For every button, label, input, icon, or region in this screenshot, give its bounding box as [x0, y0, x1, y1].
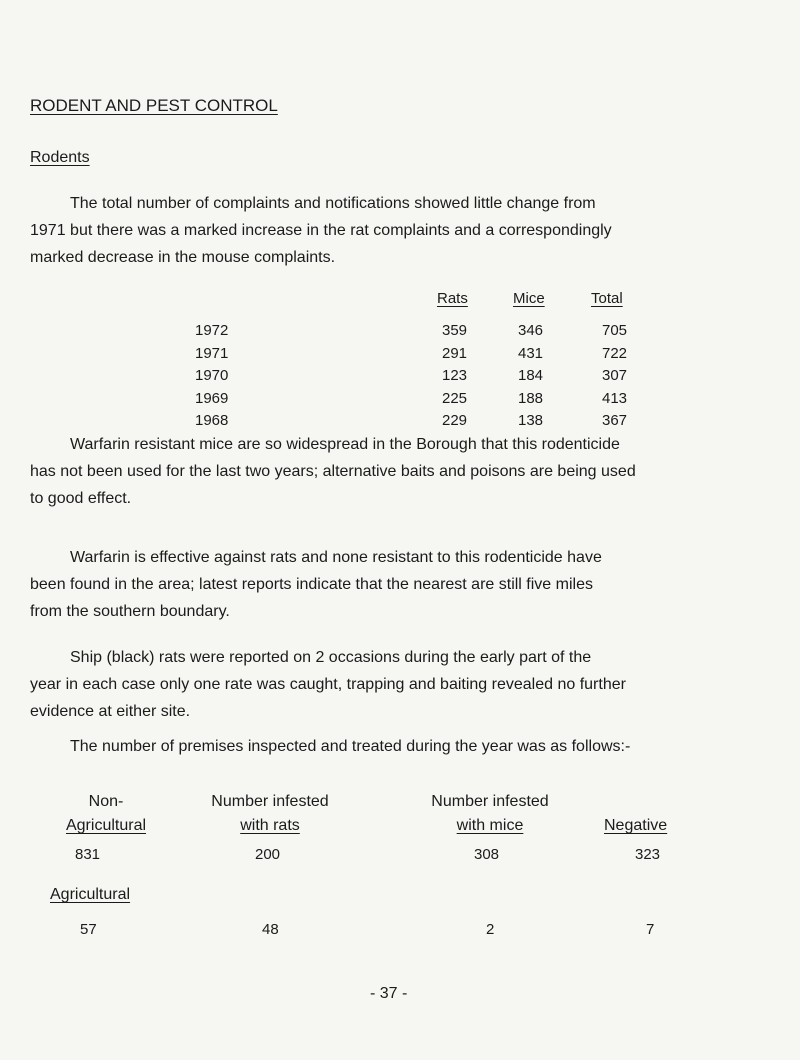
premises-paragraph: The number of premises inspected and treated during the year was as follows:-: [70, 738, 631, 755]
cell-agri-negative: 7: [646, 921, 655, 938]
cell-agri-total: 57: [80, 921, 97, 938]
paragraph-line: from the southern boundary.: [30, 603, 230, 620]
cell-non-agri-mice: 308: [474, 846, 500, 863]
intro-paragraph: [30, 190, 612, 271]
cell-agri-rats: 48: [262, 921, 279, 938]
header-mice: Mice: [513, 290, 545, 307]
table-cell-rats: 291: [442, 344, 468, 362]
cell-non-agri-negative: 323: [635, 846, 661, 863]
header-rats: Rats: [437, 290, 468, 307]
table-cell-total: 413: [602, 389, 628, 407]
subsection-heading: Rodents: [30, 149, 90, 166]
section-heading: RODENT AND PEST CONTROL: [30, 96, 278, 115]
table-cell-rats: 123: [442, 367, 468, 384]
paragraph-line: evidence at either site.: [30, 703, 191, 720]
cell-non-agri-rats: 200: [255, 846, 281, 863]
header-line: Number infested: [431, 793, 549, 810]
header-line: Agricultural: [65, 817, 147, 834]
header-line: Non-: [88, 793, 124, 810]
table-row-year: 1969: [195, 389, 229, 407]
cell-non-agri-total: 831: [75, 846, 101, 863]
header-infested-mice: [400, 790, 580, 838]
rats-column: [442, 320, 467, 433]
table-row-year: 1972: [195, 322, 229, 339]
intro-line: marked decrease in the mouse complaints.: [30, 249, 336, 266]
intro-line: 1971 but there was a marked increase in the rat complaints and a correspondingly: [30, 222, 612, 239]
table-cell-rats: 359: [442, 322, 468, 339]
header-infested-rats: [180, 790, 360, 838]
table-cell-mice: 184: [518, 367, 544, 384]
paragraph-line: been found in the area; latest reports indicate that the nearest are still five miles: [30, 576, 593, 593]
paragraph-line: year in each case only one rate was caught, trapping and baiting revealed no further: [30, 676, 626, 693]
table-cell-mice: 431: [518, 344, 544, 362]
table-cell-mice: 138: [518, 412, 544, 429]
header-line: Number infested: [211, 793, 329, 810]
table-cell-mice: 188: [518, 389, 544, 407]
table-row-year: 1970: [195, 367, 229, 384]
table-row-year: 1971: [195, 344, 229, 362]
agricultural-label: Agricultural: [50, 886, 131, 903]
header-line: with rats: [240, 817, 300, 834]
warfarin-mice-paragraph: [30, 431, 636, 512]
warfarin-rats-paragraph: [30, 544, 602, 625]
table-cell-rats: 229: [442, 412, 468, 429]
page-number: - 37 -: [370, 985, 408, 1002]
header-line: with mice: [456, 817, 524, 834]
mice-column: [518, 320, 543, 433]
header-non-agricultural: [50, 790, 162, 838]
header-negative: Negative: [604, 817, 668, 834]
table-cell-rats: 225: [442, 389, 468, 407]
table-cell-total: 307: [602, 367, 628, 384]
total-column: [602, 320, 627, 433]
year-column: [195, 320, 228, 433]
table-cell-total: 367: [602, 412, 628, 429]
paragraph-line: Warfarin is effective against rats and none resistant to this rodenticide have: [70, 549, 602, 566]
paragraph-line: Warfarin resistant mice are so widespread in the Borough that this rodenticide: [70, 436, 620, 453]
table-cell-total: 705: [602, 322, 628, 339]
header-total: Total: [591, 290, 623, 307]
cell-agri-mice: 2: [486, 921, 495, 938]
paragraph-line: to good effect.: [30, 490, 132, 507]
paragraph-line: has not been used for the last two years; alternative baits and poisons are being used: [30, 463, 636, 480]
table-cell-total: 722: [602, 344, 628, 362]
intro-line: The total number of complaints and notifications showed little change from: [70, 195, 596, 212]
paragraph-line: Ship (black) rats were reported on 2 occasions during the early part of the: [70, 649, 592, 666]
table-row-year: 1968: [195, 412, 229, 429]
ship-rats-paragraph: [30, 644, 626, 725]
table-cell-mice: 346: [518, 322, 544, 339]
